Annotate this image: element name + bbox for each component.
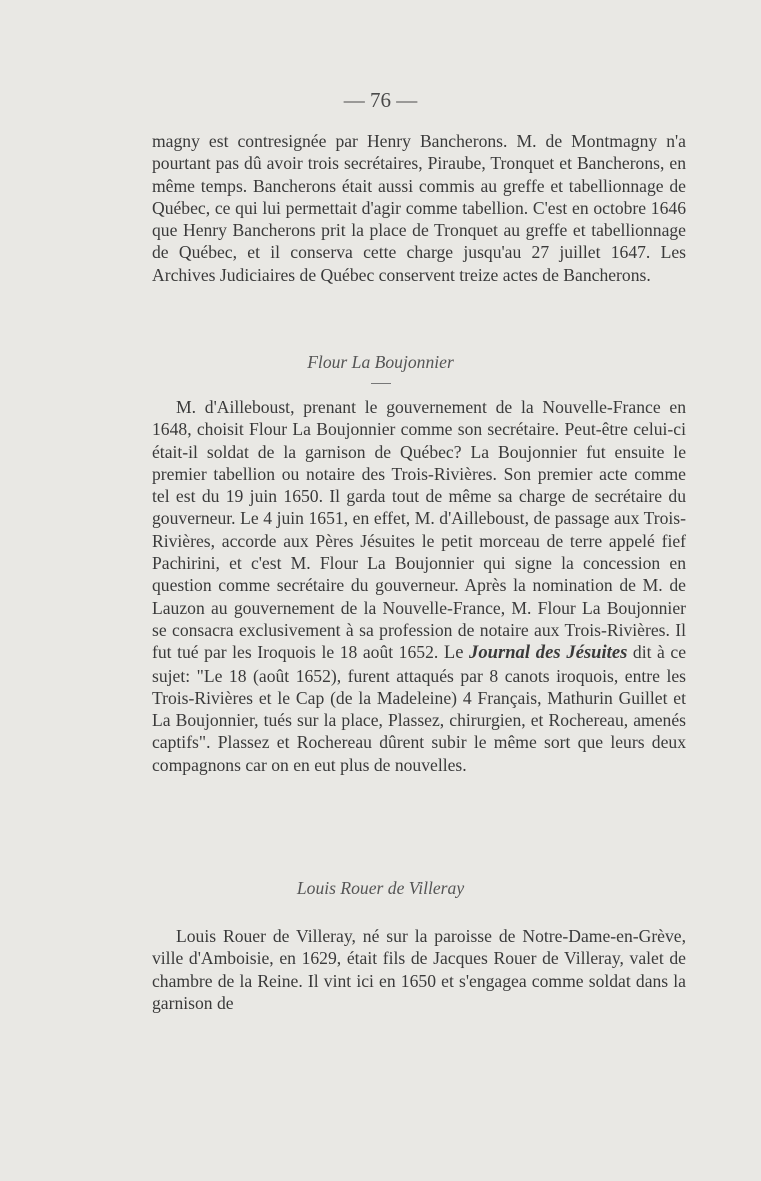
paragraph-text-part: dit à ce sujet: "Le 18 (août 1652), furent attaqués par 8 canots iroquois, entre les Trois-Rivières et le Cap (de la Madeleine) 4 Français, Mathurin Guillet et La Boujonnier, tués sur la place, Plassez, chirurgien, et Rochereau, amenés captifs". Plassez et Rochereau dûrent subir le même sort que leurs deux compagnons car on en eut plus de nouvelles.	[152, 642, 687, 775]
paragraph-villeray	[152, 925, 686, 1014]
journal-intro: Le	[443, 642, 464, 664]
paragraph-text-part: M. d'Ailleboust, prenant le gouvernement de la Nouvelle-France en 1648, choisit Flour La Boujonnier comme son secrétaire. Peut-être celui-ci était-il soldat de la garnison de Québec? La Boujonnier fut ensuite le premier tabellion ou notaire des Trois-Rivières. Son premier acte comme tel est du 19 juin 1650. Il garda tout de même sa charge de secrétaire du gouverneur. Le 4 juin 1651, en effet, M. d'Ailleboust, de passage aux Trois-Rivières, accorde aux Pères Jésuites le petit morceau de terre appelé fief Pachirini, et c'est M. Flour La Boujonnier qui signe la concession en question comme secrétaire du gouverneur. Après la nomination de M. de Lauzon au gouvernement de la Nouvelle-France, M. Flour La Boujonnier se consacra exclusivement à sa profession de notaire aux Trois-Rivières. Il fut tué par les Iroquois le 18 août 1652.	[152, 397, 686, 663]
page-number: — 76 —	[343, 88, 418, 112]
paragraph-text	[152, 396, 686, 776]
section-heading-flour-la-boujonnier: Flour La Boujonnier	[307, 352, 454, 372]
paragraph-text: magny est contresignée par Henry Bancherons. M. de Montmagny n'a pourtant pas dû avoir trois secrétaires, Piraube, Tronquet et Bancherons, en même temps. Bancherons était aussi commis au greffe et tabellionnage de Québec, ce qui lui permettait d'agir comme tabellion. C'est en octobre 1646 que Henry Bancherons prit la place de Tronquet au greffe et tabellionnage de Québec, et il conserva cette charge jusqu'au 27 juillet 1647. Les Archives Judiciaires de Québec conservent treize actes de Bancherons.	[152, 131, 686, 285]
paragraph-text: Louis Rouer de Villeray, né sur la paroisse de Notre-Dame-en-Grève, ville d'Amboisie, en 1629, était fils de Jacques Rouer de Villeray, valet de chambre de la Reine. Il vint ici en 1650 et s'engagea comme soldat dans la garnison de	[152, 926, 686, 1013]
heading-rule	[371, 383, 391, 384]
journal-title: Journal des Jésuites	[469, 642, 628, 664]
paragraph-bancherons	[152, 130, 686, 286]
paragraph-la-boujonnier	[152, 396, 686, 776]
section-heading-louis-rouer-de-villeray: Louis Rouer de Villeray	[296, 878, 465, 898]
